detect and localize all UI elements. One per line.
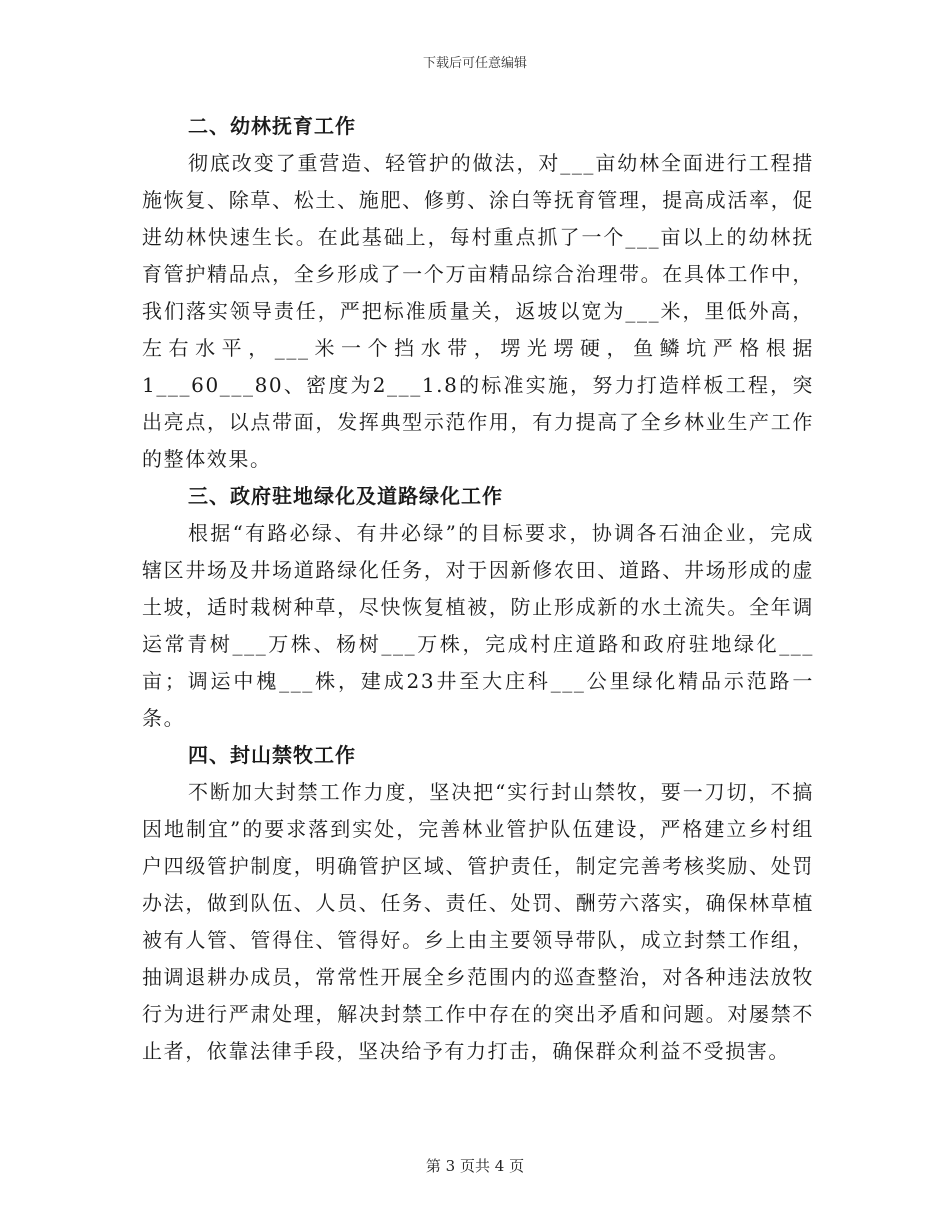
section-road-greening	[142, 478, 814, 737]
section-paragraph: 彻底改变了重营造、轻管护的做法，对___亩幼林全面进行工程措施恢复、除草、松土、施肥、修剪、涂白等抚育管理，提高成活率，促进幼林快速生长。在此基础上，每村重点抓了一个___亩以上的幼林抚育管护精品点，全乡形成了一个万亩精品综合治理带。在具体工作中，我们落实领导责任，严把标准质量关，返坡以宽为___米，里低外高，左右水平，___米一个挡水带，塄光塄硬，鱼鳞坑严格根据1___60___80、密度为2___1.8的标准实施，努力打造样板工程，突出亮点，以点带面，发挥典型示范作用，有力提高了全乡林业生产工作的整体效果。	[142, 151, 814, 471]
section-heading: 四、封山禁牧工作	[188, 743, 356, 767]
page-header: 下载后可任意编辑	[422, 56, 527, 71]
section-paragraph: 不断加大封禁工作力度，坚决把“实行封山禁牧，要一刀切，不搞因地制宜”的要求落到实处，完善林业管护队伍建设，严格建立乡村组户四级管护制度，明确管护区域、管护责任，制定完善考核奖励、处罚办法，做到队伍、人员、任务、责任、处罚、酬劳六落实，确保林草植被有人管、管得住、管得好。乡上由主要领导带队，成立封禁工作组，抽调退耕办成员，常常性开展全乡范围内的巡查整治，对各种违法放牧行为进行严肃处理，解决封禁工作中存在的突出矛盾和问题。对屡禁不止者，依靠法律手段，坚决给予有力打击，确保群众利益不受损害。	[142, 780, 814, 1063]
section-heading: 三、政府驻地绿化及道路绿化工作	[188, 484, 503, 508]
section-grazing-ban	[142, 737, 814, 1070]
page-number: 第 3 页共 4 页	[425, 1157, 525, 1175]
section-paragraph: 根据“有路必绿、有井必绿”的目标要求，协调各石油企业，完成辖区井场及井场道路绿化任务，对于因新修农田、道路、井场形成的虚土坡，适时栽树种草，尽快恢复植被，防止形成新的水土流失。全年调运常青树___万株、杨树___万株，完成村庄道路和政府驻地绿化___亩；调运中槐___株，建成23井至大庄科___公里绿化精品示范路一条。	[142, 521, 814, 730]
section-seedling-tending	[142, 108, 814, 478]
document-body	[142, 108, 814, 1070]
section-heading: 二、幼林抚育工作	[188, 114, 356, 138]
